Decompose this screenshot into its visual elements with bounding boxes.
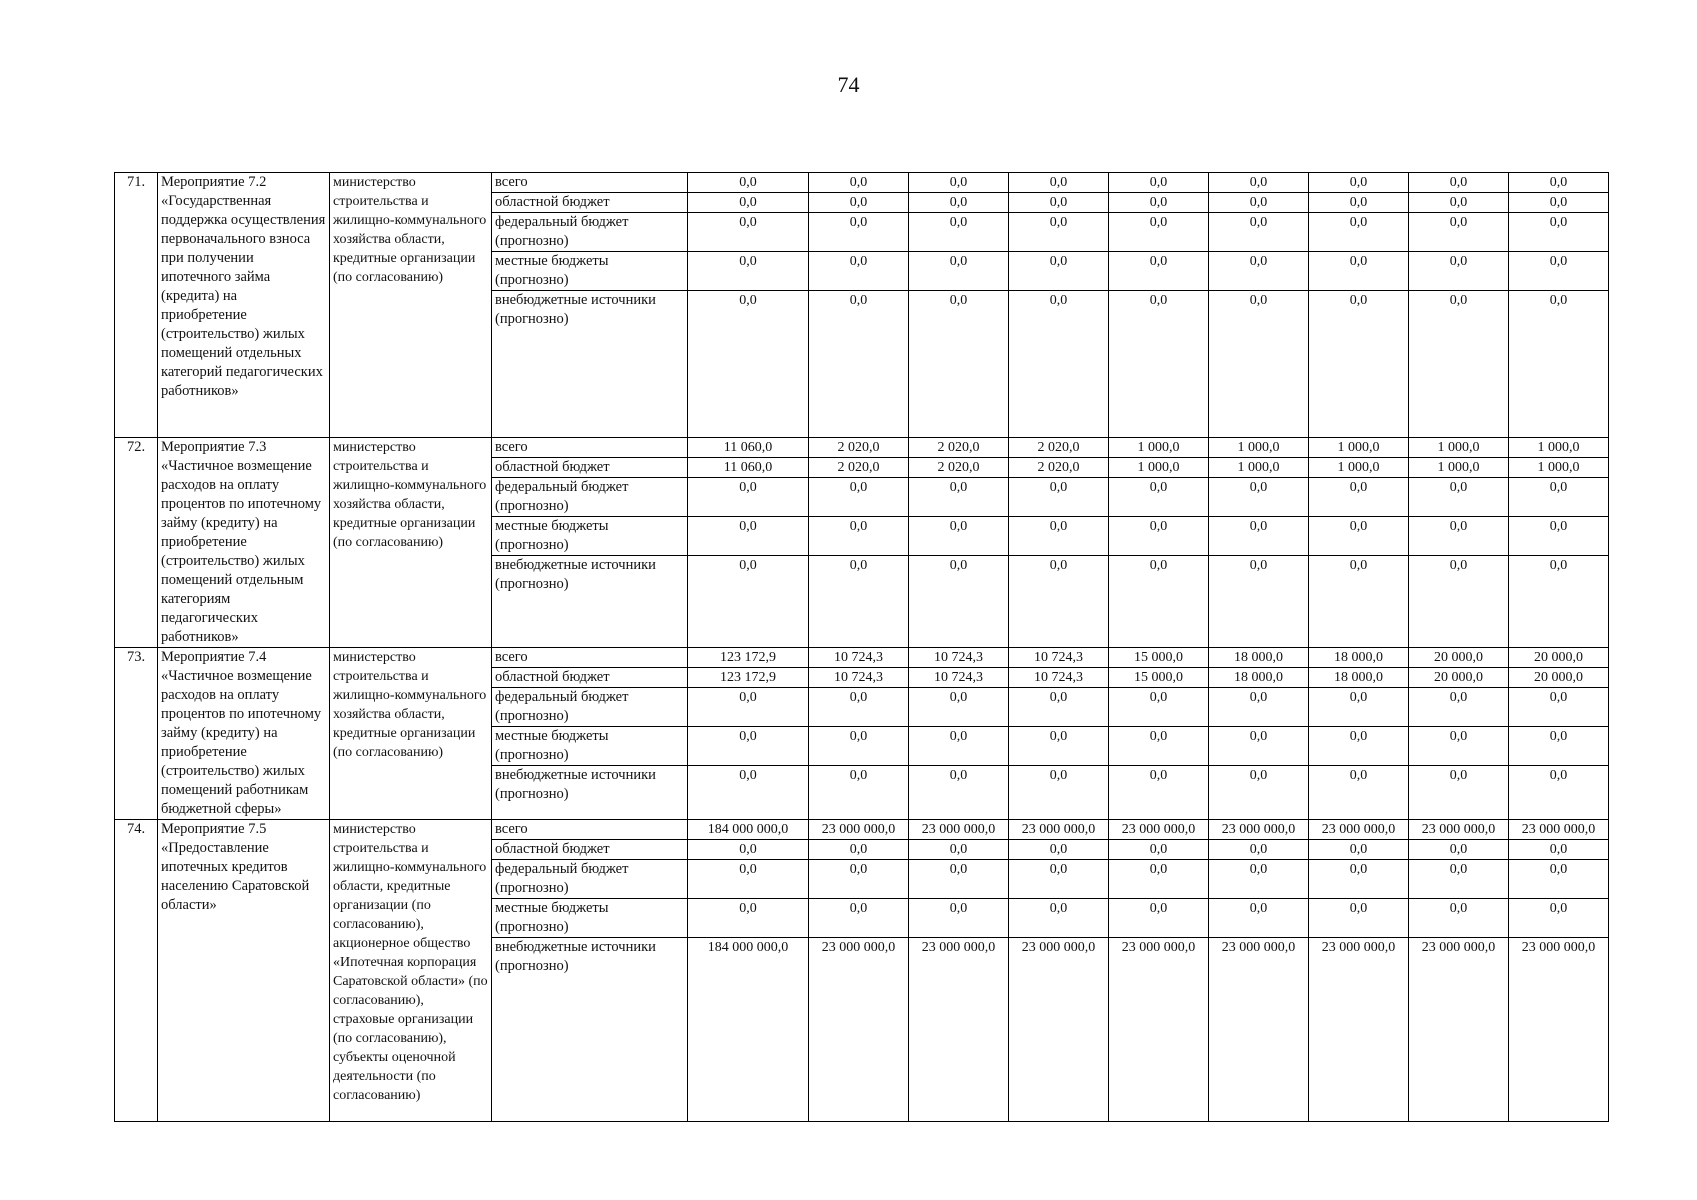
table-row xyxy=(115,438,1609,458)
funding-value: 1 000,0 xyxy=(1309,458,1409,478)
funding-value: 23 000 000,0 xyxy=(1409,938,1509,1122)
funding-value: 0,0 xyxy=(809,517,909,556)
funding-value: 1 000,0 xyxy=(1509,458,1609,478)
funding-value: 23 000 000,0 xyxy=(1109,820,1209,840)
funding-source: федеральный бюджет (прогнозно) xyxy=(492,688,688,727)
funding-value: 0,0 xyxy=(1109,556,1209,648)
funding-value: 2 020,0 xyxy=(809,438,909,458)
funding-value: 0,0 xyxy=(1409,899,1509,938)
measure-title: Мероприятие 7.2 «Государственная поддержка осуществления первоначального взноса при получении ипотечного займа (кредита) на приобретение (строительство) жилых помещений отдельных категорий педагогических работников» xyxy=(158,173,330,438)
funding-source: внебюджетные источники (прогнозно) xyxy=(492,938,688,1122)
funding-value: 0,0 xyxy=(1109,860,1209,899)
funding-value: 184 000 000,0 xyxy=(688,938,809,1122)
funding-value: 0,0 xyxy=(1509,252,1609,291)
funding-value: 0,0 xyxy=(1009,173,1109,193)
funding-value: 0,0 xyxy=(1009,193,1109,213)
funding-value: 0,0 xyxy=(688,193,809,213)
funding-value: 0,0 xyxy=(1009,899,1109,938)
funding-value: 0,0 xyxy=(1009,860,1109,899)
funding-value: 23 000 000,0 xyxy=(1209,820,1309,840)
funding-value: 0,0 xyxy=(688,899,809,938)
funding-value: 10 724,3 xyxy=(809,668,909,688)
row-number: 73. xyxy=(115,648,158,820)
funding-value: 0,0 xyxy=(1109,478,1209,517)
funding-value: 10 724,3 xyxy=(909,668,1009,688)
funding-source: внебюджетные источники (прогнозно) xyxy=(492,556,688,648)
funding-value: 0,0 xyxy=(1109,688,1209,727)
funding-value: 0,0 xyxy=(1409,766,1509,820)
funding-value: 20 000,0 xyxy=(1509,648,1609,668)
funding-value: 0,0 xyxy=(1209,899,1309,938)
funding-value: 0,0 xyxy=(1109,252,1209,291)
funding-value: 0,0 xyxy=(1309,556,1409,648)
funding-value: 0,0 xyxy=(1509,899,1609,938)
funding-value: 18 000,0 xyxy=(1309,648,1409,668)
funding-value: 0,0 xyxy=(688,252,809,291)
funding-value: 10 724,3 xyxy=(1009,668,1109,688)
funding-value: 0,0 xyxy=(1209,193,1309,213)
funding-value: 0,0 xyxy=(1209,688,1309,727)
funding-value: 23 000 000,0 xyxy=(909,820,1009,840)
funding-value: 15 000,0 xyxy=(1109,668,1209,688)
funding-value: 0,0 xyxy=(1209,840,1309,860)
measure-title: Мероприятие 7.3 «Частичное возмещение расходов на оплату процентов по ипотечному займу (кредиту) на приобретение (строительство) жилых помещений отдельным категориям педагогических работников» xyxy=(158,438,330,648)
funding-value: 0,0 xyxy=(1509,860,1609,899)
funding-value: 0,0 xyxy=(809,213,909,252)
funding-value: 2 020,0 xyxy=(1009,438,1109,458)
funding-value: 0,0 xyxy=(1209,252,1309,291)
table-row xyxy=(115,648,1609,668)
funding-value: 0,0 xyxy=(909,556,1009,648)
funding-value: 0,0 xyxy=(1409,291,1509,438)
budget-table xyxy=(114,172,1609,1122)
funding-value: 0,0 xyxy=(1309,193,1409,213)
funding-value: 123 172,9 xyxy=(688,668,809,688)
measure-title: Мероприятие 7.4 «Частичное возмещение расходов на оплату процентов по ипотечному займу (кредиту) на приобретение (строительство) жилых помещений работникам бюджетной сферы» xyxy=(158,648,330,820)
funding-value: 0,0 xyxy=(1009,517,1109,556)
funding-value: 0,0 xyxy=(1209,213,1309,252)
funding-value: 0,0 xyxy=(1209,478,1309,517)
funding-value: 1 000,0 xyxy=(1409,458,1509,478)
funding-value: 0,0 xyxy=(1009,766,1109,820)
funding-source: всего xyxy=(492,173,688,193)
funding-source: всего xyxy=(492,820,688,840)
funding-source: местные бюджеты (прогнозно) xyxy=(492,899,688,938)
funding-value: 0,0 xyxy=(688,727,809,766)
funding-value: 0,0 xyxy=(909,517,1009,556)
funding-value: 0,0 xyxy=(688,213,809,252)
funding-value: 20 000,0 xyxy=(1409,648,1509,668)
executor: министерство строительства и жилищно-коммунального хозяйства области, кредитные организации (по согласованию) xyxy=(330,438,492,648)
funding-value: 0,0 xyxy=(1509,517,1609,556)
funding-value: 23 000 000,0 xyxy=(1409,820,1509,840)
funding-value: 23 000 000,0 xyxy=(809,938,909,1122)
funding-value: 1 000,0 xyxy=(1509,438,1609,458)
funding-value: 0,0 xyxy=(1109,173,1209,193)
funding-value: 0,0 xyxy=(1309,291,1409,438)
executor: министерство строительства и жилищно-коммунального хозяйства области, кредитные организации (по согласованию) xyxy=(330,173,492,438)
funding-value: 2 020,0 xyxy=(909,458,1009,478)
row-number: 72. xyxy=(115,438,158,648)
funding-value: 0,0 xyxy=(1309,899,1409,938)
funding-value: 0,0 xyxy=(1009,727,1109,766)
funding-value: 23 000 000,0 xyxy=(1009,820,1109,840)
funding-value: 0,0 xyxy=(909,173,1009,193)
funding-source: местные бюджеты (прогнозно) xyxy=(492,727,688,766)
funding-source: внебюджетные источники (прогнозно) xyxy=(492,766,688,820)
funding-value: 0,0 xyxy=(1109,727,1209,766)
funding-value: 0,0 xyxy=(1309,860,1409,899)
row-number: 71. xyxy=(115,173,158,438)
funding-value: 0,0 xyxy=(809,291,909,438)
funding-value: 0,0 xyxy=(1409,252,1509,291)
funding-source: федеральный бюджет (прогнозно) xyxy=(492,213,688,252)
funding-value: 0,0 xyxy=(1509,840,1609,860)
funding-value: 0,0 xyxy=(909,252,1009,291)
funding-value: 0,0 xyxy=(1109,291,1209,438)
funding-value: 123 172,9 xyxy=(688,648,809,668)
funding-value: 0,0 xyxy=(1409,173,1509,193)
funding-value: 0,0 xyxy=(1509,727,1609,766)
funding-value: 1 000,0 xyxy=(1209,458,1309,478)
funding-value: 0,0 xyxy=(1209,766,1309,820)
funding-value: 18 000,0 xyxy=(1209,668,1309,688)
funding-value: 15 000,0 xyxy=(1109,648,1209,668)
funding-source: всего xyxy=(492,648,688,668)
funding-value: 23 000 000,0 xyxy=(1509,820,1609,840)
funding-value: 10 724,3 xyxy=(1009,648,1109,668)
funding-value: 0,0 xyxy=(909,860,1009,899)
table-row xyxy=(115,820,1609,840)
funding-value: 0,0 xyxy=(1109,193,1209,213)
funding-value: 11 060,0 xyxy=(688,438,809,458)
funding-value: 0,0 xyxy=(809,840,909,860)
funding-value: 0,0 xyxy=(1409,478,1509,517)
funding-value: 0,0 xyxy=(809,727,909,766)
funding-value: 0,0 xyxy=(1309,688,1409,727)
funding-value: 0,0 xyxy=(809,899,909,938)
funding-value: 0,0 xyxy=(688,860,809,899)
funding-value: 23 000 000,0 xyxy=(809,820,909,840)
funding-value: 0,0 xyxy=(688,173,809,193)
funding-value: 0,0 xyxy=(688,556,809,648)
funding-value: 0,0 xyxy=(688,517,809,556)
funding-value: 0,0 xyxy=(1309,840,1409,860)
funding-value: 11 060,0 xyxy=(688,458,809,478)
funding-value: 0,0 xyxy=(909,291,1009,438)
funding-value: 0,0 xyxy=(1109,899,1209,938)
funding-value: 0,0 xyxy=(909,688,1009,727)
funding-value: 0,0 xyxy=(1309,213,1409,252)
executor: министерство строительства и жилищно-коммунального области, кредитные организации (по согласованию), акционерное общество «Ипотечная корпорация Саратовской области» (по согласованию), страховые организации (по согласованию), субъекты оценочной деятельности (по согласованию) xyxy=(330,820,492,1122)
funding-value: 184 000 000,0 xyxy=(688,820,809,840)
funding-value: 0,0 xyxy=(1309,173,1409,193)
funding-source: местные бюджеты (прогнозно) xyxy=(492,252,688,291)
funding-value: 0,0 xyxy=(1209,291,1309,438)
executor: министерство строительства и жилищно-коммунального хозяйства области, кредитные организации (по согласованию) xyxy=(330,648,492,820)
measure-title: Мероприятие 7.5 «Предоставление ипотечных кредитов населению Саратовской области» xyxy=(158,820,330,1122)
funding-value: 10 724,3 xyxy=(809,648,909,668)
funding-value: 20 000,0 xyxy=(1509,668,1609,688)
funding-value: 0,0 xyxy=(1309,517,1409,556)
funding-value: 0,0 xyxy=(1009,478,1109,517)
funding-value: 0,0 xyxy=(909,840,1009,860)
funding-source: областной бюджет xyxy=(492,193,688,213)
funding-value: 0,0 xyxy=(1409,556,1509,648)
funding-value: 23 000 000,0 xyxy=(1309,938,1409,1122)
funding-value: 0,0 xyxy=(1509,213,1609,252)
funding-value: 0,0 xyxy=(688,688,809,727)
funding-value: 0,0 xyxy=(809,478,909,517)
funding-value: 0,0 xyxy=(1009,840,1109,860)
funding-value: 23 000 000,0 xyxy=(1209,938,1309,1122)
funding-value: 0,0 xyxy=(909,213,1009,252)
funding-value: 0,0 xyxy=(809,860,909,899)
funding-value: 0,0 xyxy=(1309,252,1409,291)
funding-value: 0,0 xyxy=(688,291,809,438)
funding-value: 0,0 xyxy=(1009,291,1109,438)
funding-value: 0,0 xyxy=(688,478,809,517)
funding-value: 23 000 000,0 xyxy=(1509,938,1609,1122)
funding-value: 0,0 xyxy=(809,193,909,213)
funding-value: 0,0 xyxy=(1109,766,1209,820)
funding-value: 0,0 xyxy=(909,727,1009,766)
funding-value: 2 020,0 xyxy=(809,458,909,478)
funding-value: 1 000,0 xyxy=(1309,438,1409,458)
funding-value: 0,0 xyxy=(909,766,1009,820)
funding-value: 0,0 xyxy=(1509,766,1609,820)
funding-source: внебюджетные источники (прогнозно) xyxy=(492,291,688,438)
funding-value: 0,0 xyxy=(1209,727,1309,766)
page-number: 74 xyxy=(837,72,860,97)
funding-value: 0,0 xyxy=(1209,517,1309,556)
funding-value: 0,0 xyxy=(1109,517,1209,556)
funding-value: 0,0 xyxy=(1309,478,1409,517)
funding-value: 0,0 xyxy=(1009,252,1109,291)
funding-value: 0,0 xyxy=(688,766,809,820)
funding-value: 0,0 xyxy=(809,556,909,648)
funding-value: 0,0 xyxy=(909,899,1009,938)
funding-value: 0,0 xyxy=(1509,688,1609,727)
funding-value: 0,0 xyxy=(1509,193,1609,213)
funding-value: 0,0 xyxy=(1309,727,1409,766)
funding-value: 0,0 xyxy=(1409,840,1509,860)
funding-value: 23 000 000,0 xyxy=(1009,938,1109,1122)
funding-value: 20 000,0 xyxy=(1409,668,1509,688)
funding-value: 0,0 xyxy=(1509,173,1609,193)
funding-value: 0,0 xyxy=(1409,517,1509,556)
funding-value: 0,0 xyxy=(1109,840,1209,860)
funding-value: 0,0 xyxy=(909,478,1009,517)
funding-value: 0,0 xyxy=(1009,688,1109,727)
funding-value: 0,0 xyxy=(1309,766,1409,820)
funding-value: 0,0 xyxy=(1109,213,1209,252)
funding-value: 1 000,0 xyxy=(1209,438,1309,458)
funding-value: 0,0 xyxy=(809,173,909,193)
funding-source: федеральный бюджет (прогнозно) xyxy=(492,478,688,517)
funding-source: федеральный бюджет (прогнозно) xyxy=(492,860,688,899)
funding-value: 0,0 xyxy=(1409,213,1509,252)
funding-value: 0,0 xyxy=(809,688,909,727)
funding-value: 1 000,0 xyxy=(1409,438,1509,458)
funding-source: всего xyxy=(492,438,688,458)
funding-source: областной бюджет xyxy=(492,458,688,478)
funding-value: 0,0 xyxy=(688,840,809,860)
funding-value: 1 000,0 xyxy=(1109,438,1209,458)
funding-value: 0,0 xyxy=(1009,213,1109,252)
funding-value: 0,0 xyxy=(1409,860,1509,899)
funding-value: 10 724,3 xyxy=(909,648,1009,668)
funding-value: 23 000 000,0 xyxy=(909,938,1009,1122)
funding-value: 0,0 xyxy=(1209,173,1309,193)
funding-value: 0,0 xyxy=(1009,556,1109,648)
funding-value: 2 020,0 xyxy=(1009,458,1109,478)
funding-source: местные бюджеты (прогнозно) xyxy=(492,517,688,556)
funding-value: 0,0 xyxy=(1209,860,1309,899)
funding-value: 0,0 xyxy=(1509,556,1609,648)
funding-value: 1 000,0 xyxy=(1109,458,1209,478)
funding-value: 2 020,0 xyxy=(909,438,1009,458)
funding-value: 0,0 xyxy=(909,193,1009,213)
funding-source: областной бюджет xyxy=(492,840,688,860)
funding-value: 18 000,0 xyxy=(1209,648,1309,668)
funding-value: 0,0 xyxy=(1209,556,1309,648)
table-row xyxy=(115,173,1609,193)
funding-value: 0,0 xyxy=(1509,478,1609,517)
funding-value: 18 000,0 xyxy=(1309,668,1409,688)
funding-value: 0,0 xyxy=(1409,193,1509,213)
funding-value: 0,0 xyxy=(1509,291,1609,438)
funding-source: областной бюджет xyxy=(492,668,688,688)
funding-value: 0,0 xyxy=(809,252,909,291)
funding-value: 23 000 000,0 xyxy=(1309,820,1409,840)
funding-value: 0,0 xyxy=(1409,727,1509,766)
funding-value: 0,0 xyxy=(1409,688,1509,727)
funding-value: 23 000 000,0 xyxy=(1109,938,1209,1122)
row-number: 74. xyxy=(115,820,158,1122)
funding-value: 0,0 xyxy=(809,766,909,820)
